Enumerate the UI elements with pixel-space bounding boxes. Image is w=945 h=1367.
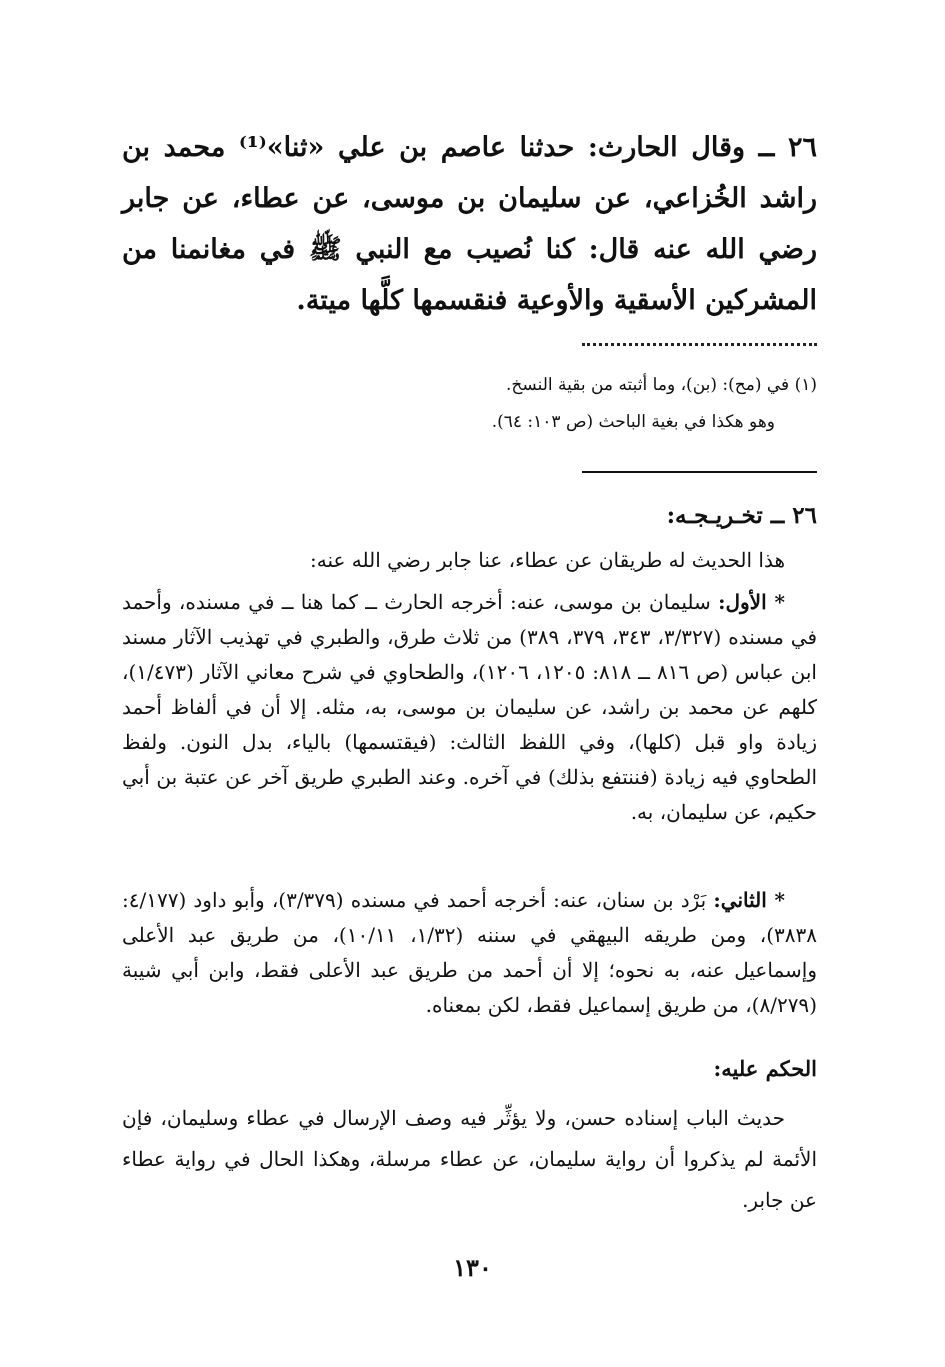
ruling-heading: الحكم عليه: [713, 1056, 817, 1081]
hadith-text: ٢٦ ــ وقال الحارث: حدثنا عاصم بن علي «ثنا»⁽¹⁾ محمد بن راشد الخُزاعي، عن سليمان بن موسى، عن عطاء، عن جابر رضي الله عنه قال: كنا نُصيب مع النبي ﷺ في مغانمنا من المشركين الأسقية والأوعية فنقسمها كلَّها ميتة. [122, 132, 817, 316]
footnote-dotted-separator [582, 343, 817, 346]
section-separator-line [582, 471, 817, 473]
footnote-1: (١) في (مح): (بن)، وما أثبته من بقية النسخ. [506, 375, 817, 395]
takhrij-heading: ٢٦ ــ تخـريـجـه: [666, 502, 817, 529]
first-route-text: سليمان بن موسى، عنه: أخرجه الحارث ــ كما هنا ــ في مسنده، وأحمد في مسنده (٣/٣٢٧، ٣٤٣، ٣٧٩، ٣٨٩) من ثلاث طرق، والطبري في تهذيب الآثار مسند ابن عباس (ص ٨١٦ ــ ٨١٨: ١٢٠٥، ١٢٠٦)، والطحاوي في شرح معاني الآثار (١/٤٧٣)، كلهم عن محمد بن راشد، عن سليمان بن موسى، به، مثله. إلا أن في ألفاظ أحمد زيادة واو قبل (كلها)، وفي اللفظ الثالث: (فيقتسمها) بالياء، بدل النون. ولفظ الطحاوي فيه زيادة (فننتفع بذلك) في آخره. وعند الطبري طريق آخر عن عتبة بن أبي حكيم، عن سليمان، به. [122, 590, 818, 824]
takhrij-intro: هذا الحديث له طريقان عن عطاء، عنا جابر رضي الله عنه: [310, 548, 785, 572]
footnote-1-continuation: وهو هكذا في بغية الباحث (ص ١٠٣: ٦٤). [491, 412, 775, 432]
second-route-label: * الثاني: [713, 888, 785, 912]
takhrij-first-route [122, 585, 817, 830]
first-route-label: * الأول: [718, 590, 785, 614]
page-number: ١٣٠ [453, 1253, 492, 1282]
second-route-text: بَرْد بن سنان، عنه: أخرجه أحمد في مسنده (٣/٣٧٩)، وأبو داود (٤/١٧٧: ٣٨٣٨)، ومن طريقه البيهقي في سننه (١/٣٢، ١٠/١١)، من طريق عبد الأعلى وإسماعيل عنه، به نحوه؛ إلا أن أحمد من طريق عبد الأعلى فقط، وابن أبي شيبة (٨/٢٧٩)، من طريق إسماعيل فقط، لكن بمعناه. [122, 888, 818, 1017]
ruling-text: حديث الباب إسناده حسن، ولا يؤثِّر فيه وصف الإرسال في عطاء وسليمان، فإن الأئمة لم يذكروا أن رواية سليمان، عن عطاء مرسلة، وهكذا الحال في رواية عطاء عن جابر. [122, 1106, 817, 1212]
takhrij-second-route [122, 883, 817, 1023]
